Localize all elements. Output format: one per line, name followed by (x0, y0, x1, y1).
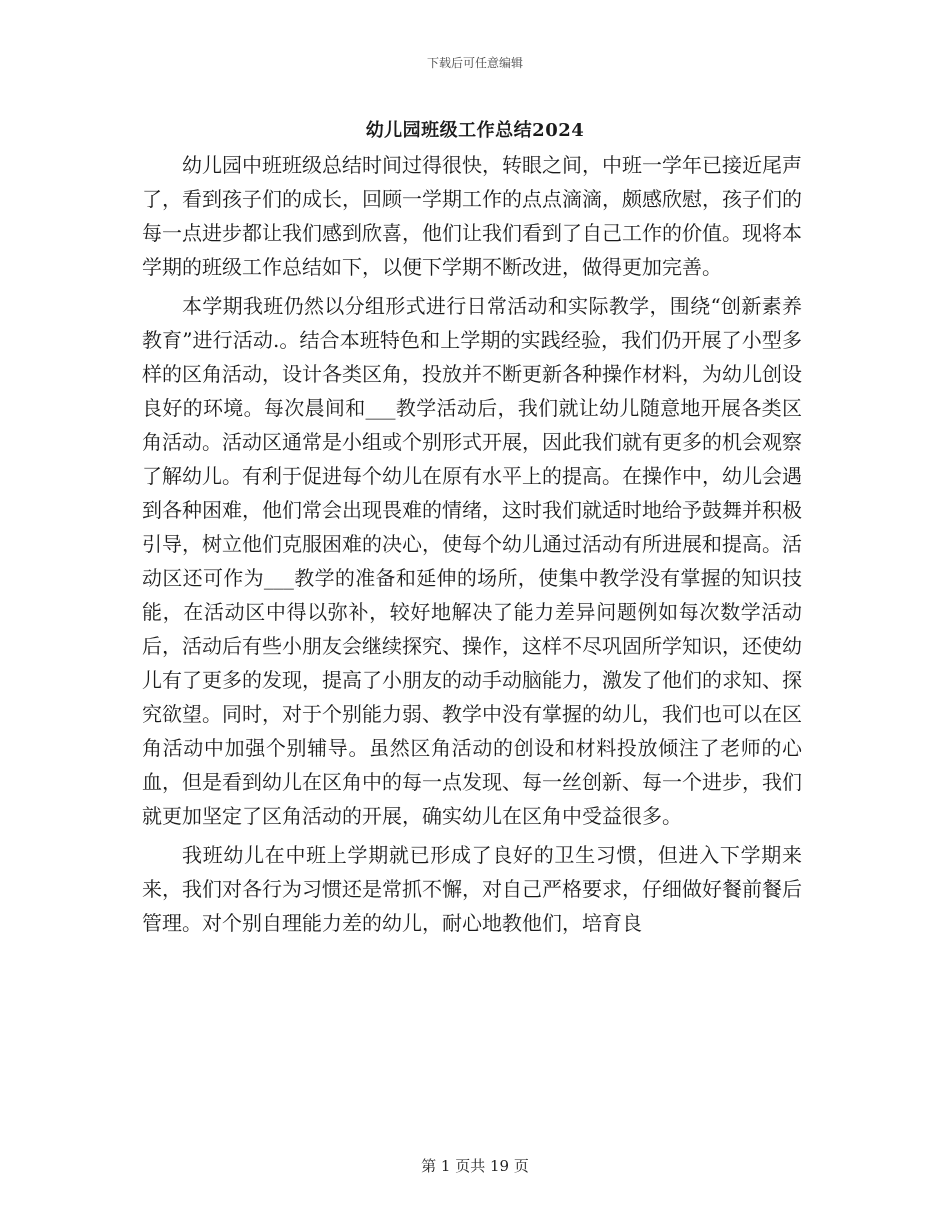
document-body (142, 148, 802, 945)
paragraph-2: 本学期我班仍然以分组形式进行日常活动和实际教学，围绕“创新素养教育”进行活动.。结合本班特色和上学期的实践经验，我们仍开展了小型多样的区角活动，设计各类区角，投放并不断更新各种操作材料，为幼儿创设良好的环境。每次晨间和___教学活动后，我们就让幼儿随意地开展各类区角活动。活动区通常是小组或个别形式开展，因此我们就有更多的机会观察了解幼儿。有利于促进每个幼儿在原有水平上的提高。在操作中，幼儿会遇到各种困难，他们常会出现畏难的情绪，这时我们就适时地给予鼓舞并积极引导，树立他们克服困难的决心，使每个幼儿通过活动有所进展和提高。活动区还可作为___教学的准备和延伸的场所，使集中教学没有掌握的知识技能，在活动区中得以弥补，较好地解决了能力差异问题例如每次数学活动后，活动后有些小朋友会继续探究、操作，这样不尽巩固所学知识，还使幼儿有了更多的发现，提高了小朋友的动手动脑能力，激发了他们的求知、探究欲望。同时，对于个别能力弱、教学中没有掌握的幼儿，我们也可以在区角活动中加强个别辅导。虽然区角活动的创设和材料投放倾注了老师的心血，但是看到幼儿在区角中的每一点发现、每一丝创新、每一个进步，我们就更加坚定了区角活动的开展，确实幼儿在区角中受益很多。 (142, 294, 802, 828)
page-number-footer: 第 1 页共 19 页 (421, 1157, 529, 1175)
document-title: 幼儿园班级工作总结2024 (365, 120, 585, 141)
paragraph-1: 幼儿园中班班级总结时间过得很快，转眼之间，中班一学年已接近尾声了，看到孩子们的成长，回顾一学期工作的点点滴滴，颇感欣慰，孩子们的每一点进步都让我们感到欣喜，他们让我们看到了自己工作的价值。现将本学期的班级工作总结如下，以便下学期不断改进，做得更加完善。 (142, 153, 802, 279)
header-note: 下载后可任意编辑 (426, 56, 523, 70)
paragraph-3: 我班幼儿在中班上学期就已形成了良好的卫生习惯，但进入下学期来来，我们对各行为习惯还是常抓不懈，对自己严格要求，仔细做好餐前餐后管理。对个别自理能力差的幼儿，耐心地教他们，培育良 (142, 843, 802, 935)
